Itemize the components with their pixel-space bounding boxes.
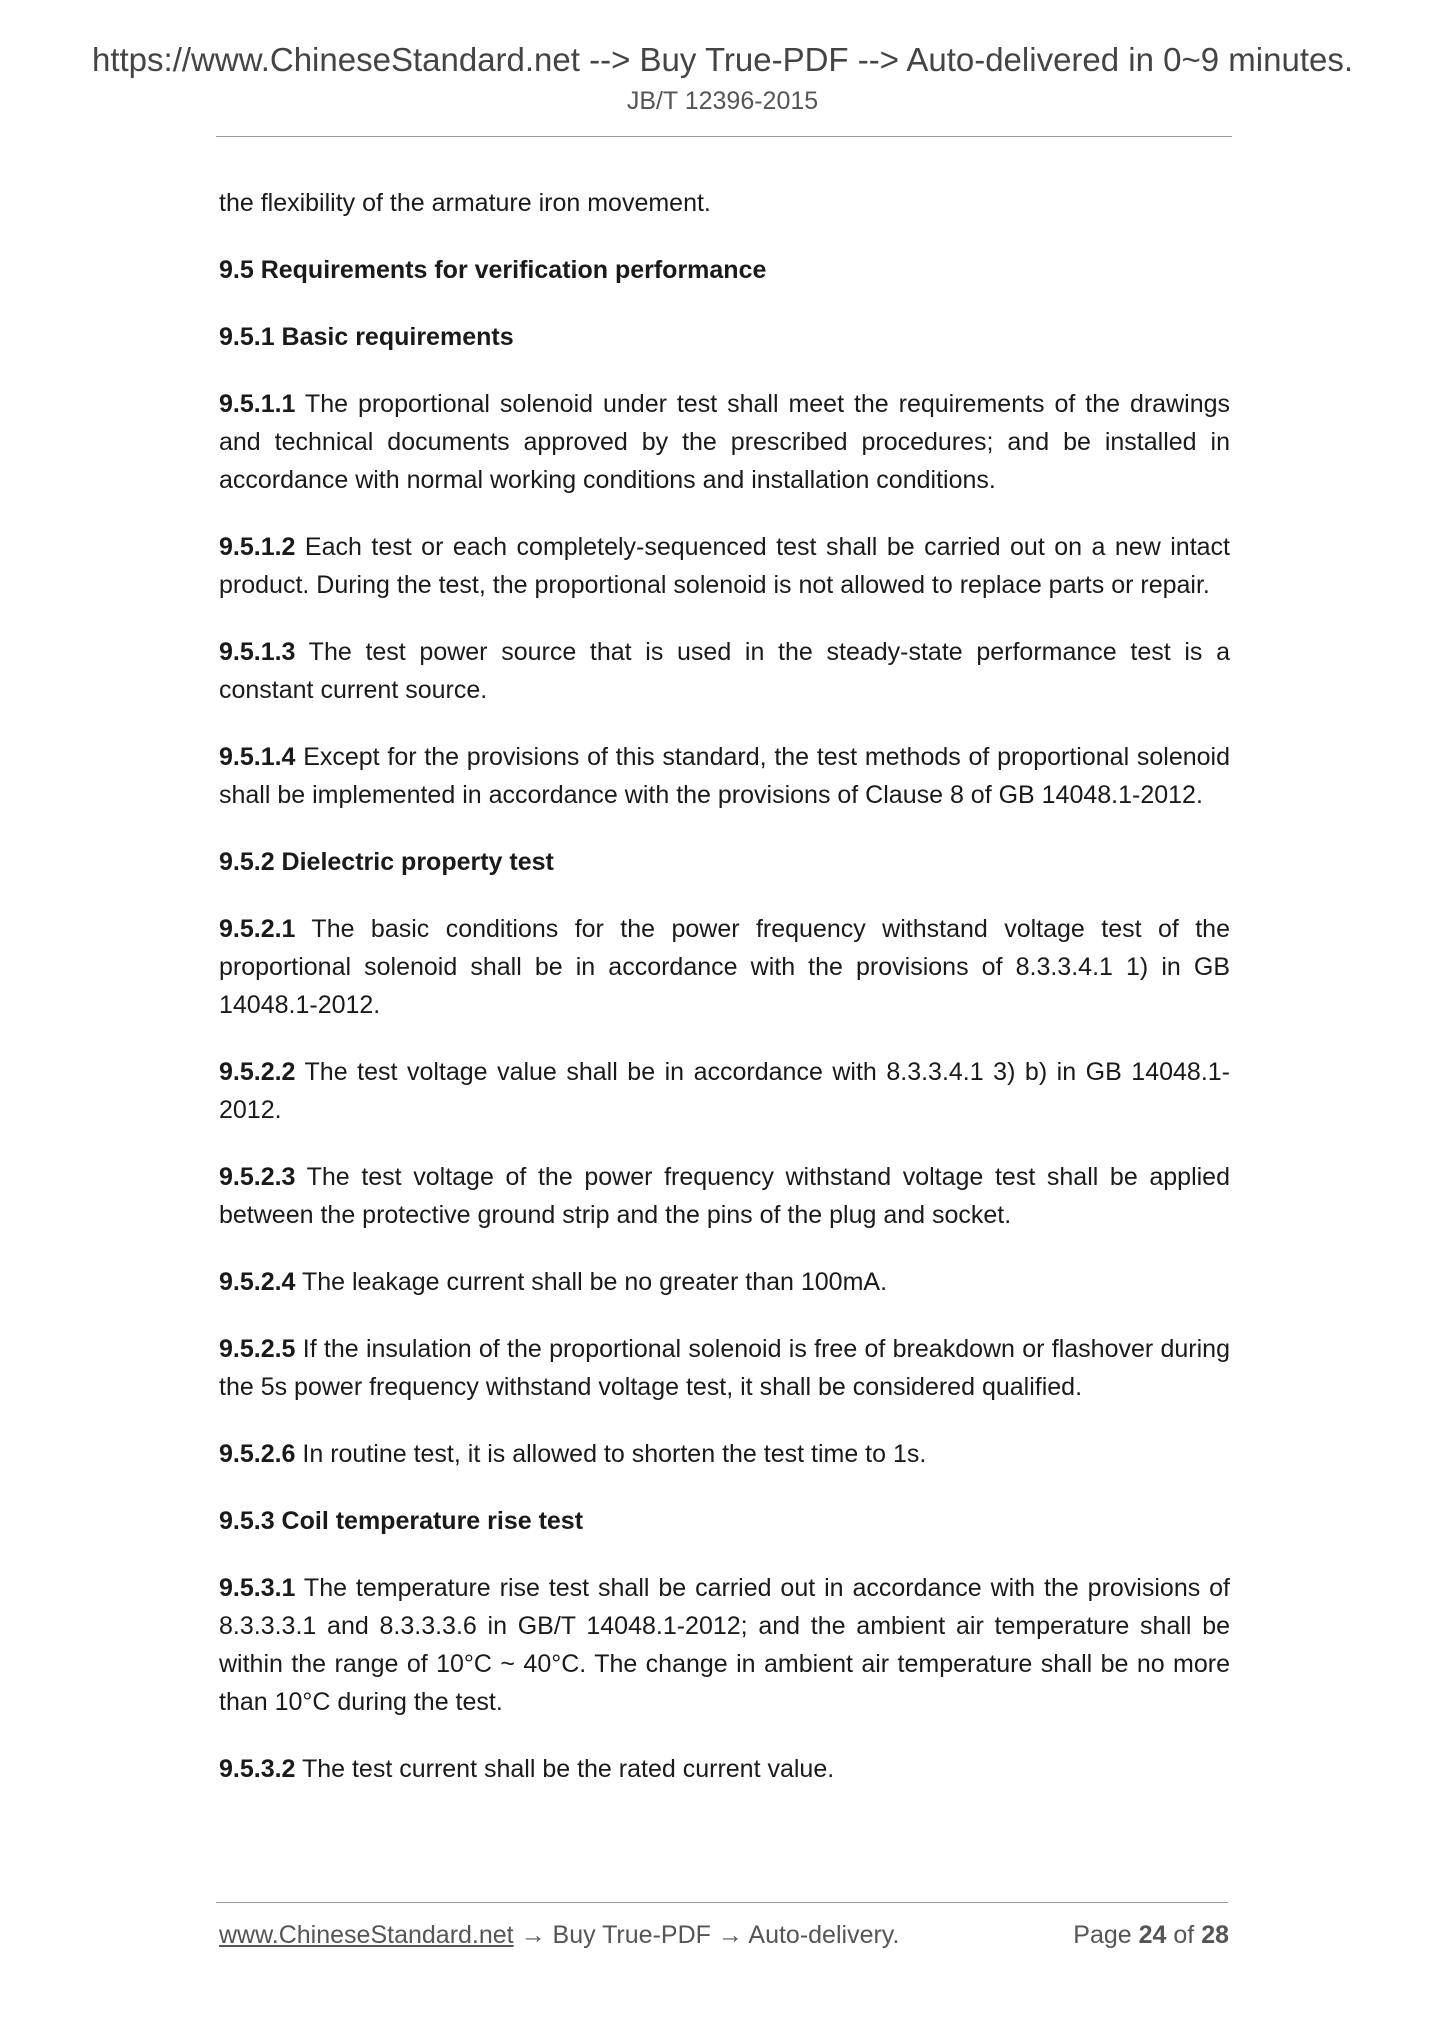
clause-text: Except for the provisions of this standard, the test methods of proportional solenoid shall be implemented in accordance with the provisions of Clause 8 of GB 14048.1-2012. (219, 743, 1230, 809)
site-banner: https://www.ChineseStandard.net --> Buy True-PDF --> Auto-delivered in 0~9 minutes. (91, 41, 1354, 78)
of-label: of (1166, 1921, 1202, 1949)
clause-9-5-1-1 (219, 385, 1230, 499)
heading-9-5-3: 9.5.3 Coil temperature rise test (219, 1507, 584, 1535)
clause-number: 9.5.3.2 (219, 1755, 296, 1783)
clause-text: The leakage current shall be no greater than 100mA. (295, 1268, 888, 1296)
page-body (219, 184, 1230, 1817)
header-divider (216, 136, 1232, 137)
heading-9-5-2: 9.5.2 Dielectric property test (219, 848, 554, 876)
clause-number: 9.5.1.2 (219, 533, 296, 561)
clause-text: In routine test, it is allowed to shorten the test time to 1s. (295, 1440, 927, 1468)
page-current: 24 (1138, 1921, 1167, 1949)
footer-promo-text: → Buy True-PDF → Auto-delivery. (513, 1921, 900, 1949)
heading-9-5: 9.5 Requirements for verification performance (219, 256, 767, 284)
clause-number: 9.5.2.1 (219, 915, 296, 943)
standard-code: JB/T 12396-2015 (626, 87, 819, 115)
clause-number: 9.5.2.6 (219, 1440, 296, 1468)
clause-number: 9.5.1.4 (219, 743, 296, 771)
clause-9-5-2-2 (219, 1053, 1230, 1129)
clause-9-5-1-2 (219, 528, 1230, 604)
page-number (1073, 1918, 1229, 1952)
clause-number: 9.5.2.5 (219, 1335, 296, 1363)
clause-number: 9.5.2.4 (219, 1268, 296, 1296)
clause-text: The proportional solenoid under test shall meet the requirements of the drawings and technical documents approved by the prescribed procedures; and be installed in accordance with normal working conditions and installation conditions. (219, 390, 1230, 494)
clause-9-5-3-1 (219, 1569, 1230, 1721)
clause-number: 9.5.1.1 (219, 390, 296, 418)
clause-text: The test voltage of the power frequency withstand voltage test shall be applied between the protective ground strip and the pins of the plug and socket. (219, 1163, 1230, 1229)
clause-number: 9.5.1.3 (219, 638, 296, 666)
clause-text: The temperature rise test shall be carried out in accordance with the provisions of 8.3.3.3.1 and 8.3.3.3.6 in GB/T 14048.1-2012; and the ambient air temperature shall be within the range of 10°C ~ 40°C. The change in ambient air temperature shall be no more than 10°C during the test. (219, 1574, 1230, 1716)
page-label: Page (1073, 1921, 1139, 1949)
clause-9-5-2-5 (219, 1330, 1230, 1406)
clause-number: 9.5.2.3 (219, 1163, 296, 1191)
clause-text: The test power source that is used in the steady-state performance test is a constant current source. (219, 638, 1230, 704)
clause-text: Each test or each completely-sequenced test shall be carried out on a new intact product. During the test, the proportional solenoid is not allowed to replace parts or repair. (219, 533, 1230, 599)
clause-text: If the insulation of the proportional solenoid is free of breakdown or flashover during the 5s power frequency withstand voltage test, it shall be considered qualified. (219, 1335, 1230, 1401)
clause-9-5-1-3 (219, 633, 1230, 709)
clause-9-5-2-1 (219, 910, 1230, 1024)
clause-text: The test current shall be the rated current value. (295, 1755, 835, 1783)
page-total: 28 (1201, 1921, 1229, 1949)
clause-9-5-2-6 (219, 1435, 1230, 1473)
clause-9-5-1-4 (219, 738, 1230, 814)
clause-9-5-3-2 (219, 1750, 1230, 1788)
paragraph-continued: the flexibility of the armature iron movement. (219, 189, 711, 217)
clause-text: The basic conditions for the power frequency withstand voltage test of the proportional solenoid shall be in accordance with the provisions of 8.3.3.4.1 1) in GB 14048.1-2012. (219, 915, 1230, 1019)
footer-promo (219, 1918, 899, 1952)
clause-text: The test voltage value shall be in accordance with 8.3.3.4.1 3) b) in GB 14048.1-2012. (219, 1058, 1230, 1124)
heading-9-5-1: 9.5.1 Basic requirements (219, 323, 514, 351)
clause-number: 9.5.2.2 (219, 1058, 296, 1086)
clause-9-5-2-3 (219, 1158, 1230, 1234)
site-link[interactable]: www.ChineseStandard.net (219, 1921, 514, 1949)
footer-divider (216, 1902, 1228, 1903)
clause-9-5-2-4 (219, 1263, 1230, 1301)
clause-number: 9.5.3.1 (219, 1574, 296, 1602)
